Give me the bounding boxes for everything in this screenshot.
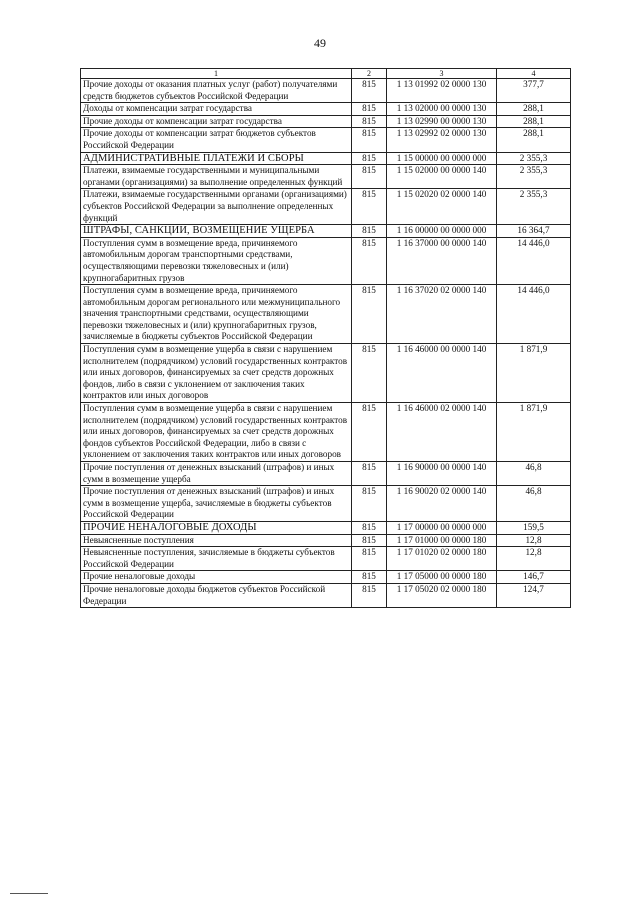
admin-code-cell: 815 <box>352 571 387 584</box>
table-row <box>81 103 571 116</box>
admin-code-cell: 815 <box>352 115 387 128</box>
budget-classification-code-cell: 1 13 02992 02 0000 130 <box>387 128 497 152</box>
amount-cell: 146,7 <box>497 571 571 584</box>
amount-cell: 288,1 <box>497 103 571 116</box>
admin-code-cell: 815 <box>352 403 387 462</box>
budget-classification-code-cell: 1 13 02000 00 0000 130 <box>387 103 497 116</box>
amount-cell: 14 446,0 <box>497 285 571 344</box>
revenue-name-cell: Поступления сумм в возмещение ущерба в связи с нарушением исполнителем (подрядчиком) условий государственных контрактов или иных договоров, финансируемых за счет средств дорожных фондов, либо в связи с уклонением от заключения таких контрактов или иных договоров <box>81 344 352 403</box>
revenue-name-cell: Доходы от компенсации затрат государства <box>81 103 352 116</box>
table-row <box>81 462 571 486</box>
amount-cell: 16 364,7 <box>497 225 571 238</box>
table-row <box>81 534 571 547</box>
budget-classification-code-cell: 1 16 46000 00 0000 140 <box>387 344 497 403</box>
column-number-2: 2 <box>352 69 387 79</box>
amount-cell: 2 355,3 <box>497 165 571 189</box>
admin-code-cell: 815 <box>352 189 387 225</box>
amount-cell: 1 871,9 <box>497 403 571 462</box>
budget-classification-code-cell: 1 13 01992 02 0000 130 <box>387 79 497 103</box>
admin-code-cell: 815 <box>352 285 387 344</box>
budget-classification-code-cell: 1 16 90020 02 0000 140 <box>387 486 497 522</box>
table-row <box>81 571 571 584</box>
revenue-name-cell: ПРОЧИЕ НЕНАЛОГОВЫЕ ДОХОДЫ <box>81 521 352 534</box>
table-row <box>81 547 571 571</box>
admin-code-cell: 815 <box>352 583 387 607</box>
admin-code-cell: 815 <box>352 128 387 152</box>
table-row <box>81 225 571 238</box>
column-number-4: 4 <box>497 69 571 79</box>
scan-edge-mark <box>10 893 48 894</box>
revenue-name-cell: Платежи, взимаемые государственными органами (организациями) субъектов Российской Федерации за выполнение определенных функций <box>81 189 352 225</box>
revenue-name-cell: Прочие неналоговые доходы бюджетов субъектов Российской Федерации <box>81 583 352 607</box>
amount-cell: 12,8 <box>497 547 571 571</box>
table-row <box>81 152 571 165</box>
amount-cell: 288,1 <box>497 115 571 128</box>
budget-classification-code-cell: 1 17 00000 00 0000 000 <box>387 521 497 534</box>
table-row <box>81 189 571 225</box>
revenue-name-cell: Поступления сумм в возмещение вреда, причиняемого автомобильным дорогам транспортными средствами, осуществляющими перевозки тяжеловесных и (или) крупногабаритных грузов <box>81 237 352 284</box>
revenue-name-cell: Прочие неналоговые доходы <box>81 571 352 584</box>
table-row <box>81 583 571 607</box>
budget-revenue-table <box>80 68 571 608</box>
amount-cell: 46,8 <box>497 486 571 522</box>
revenue-name-cell: Прочие доходы от компенсации затрат бюджетов субъектов Российской Федерации <box>81 128 352 152</box>
table-row <box>81 486 571 522</box>
amount-cell: 124,7 <box>497 583 571 607</box>
revenue-name-cell: АДМИНИСТРАТИВНЫЕ ПЛАТЕЖИ И СБОРЫ <box>81 152 352 165</box>
budget-classification-code-cell: 1 16 37000 00 0000 140 <box>387 237 497 284</box>
amount-cell: 288,1 <box>497 128 571 152</box>
budget-classification-code-cell: 1 13 02990 00 0000 130 <box>387 115 497 128</box>
budget-classification-code-cell: 1 16 00000 00 0000 000 <box>387 225 497 238</box>
table-row <box>81 128 571 152</box>
budget-classification-code-cell: 1 16 37020 02 0000 140 <box>387 285 497 344</box>
revenue-name-cell: Прочие доходы от оказания платных услуг (работ) получателями средств бюджетов субъектов Российской Федерации <box>81 79 352 103</box>
amount-cell: 12,8 <box>497 534 571 547</box>
table-row <box>81 285 571 344</box>
budget-classification-code-cell: 1 15 02000 00 0000 140 <box>387 165 497 189</box>
amount-cell: 46,8 <box>497 462 571 486</box>
amount-cell: 2 355,3 <box>497 189 571 225</box>
revenue-name-cell: Платежи, взимаемые государственными и муниципальными органами (организациями) за выполнение определенных функций <box>81 165 352 189</box>
budget-classification-code-cell: 1 17 01000 00 0000 180 <box>387 534 497 547</box>
revenue-name-cell: Поступления сумм в возмещение ущерба в связи с нарушением исполнителем (подрядчиком) условий государственных контрактов или иных договоров, финансируемых за счет средств дорожных фондов субъектов Российской Федерации, либо в связи с уклонением от заключения таких контрактов или иных договоров <box>81 403 352 462</box>
budget-classification-code-cell: 1 15 02020 02 0000 140 <box>387 189 497 225</box>
amount-cell: 14 446,0 <box>497 237 571 284</box>
column-number-3: 3 <box>387 69 497 79</box>
revenue-name-cell: Прочие поступления от денежных взысканий (штрафов) и иных сумм в возмещение ущерба <box>81 462 352 486</box>
column-number-1: 1 <box>81 69 352 79</box>
table-row <box>81 521 571 534</box>
table-row <box>81 237 571 284</box>
budget-classification-code-cell: 1 15 00000 00 0000 000 <box>387 152 497 165</box>
admin-code-cell: 815 <box>352 534 387 547</box>
table-row <box>81 115 571 128</box>
revenue-name-cell: Невыясненные поступления, зачисляемые в бюджеты субъектов Российской Федерации <box>81 547 352 571</box>
page-number: 49 <box>314 36 326 50</box>
revenue-name-cell: Невыясненные поступления <box>81 534 352 547</box>
admin-code-cell: 815 <box>352 225 387 238</box>
admin-code-cell: 815 <box>352 103 387 116</box>
admin-code-cell: 815 <box>352 486 387 522</box>
amount-cell: 159,5 <box>497 521 571 534</box>
revenue-name-cell: ШТРАФЫ, САНКЦИИ, ВОЗМЕЩЕНИЕ УЩЕРБА <box>81 225 352 238</box>
budget-classification-code-cell: 1 17 05020 02 0000 180 <box>387 583 497 607</box>
admin-code-cell: 815 <box>352 152 387 165</box>
revenue-name-cell: Поступления сумм в возмещение вреда, причиняемого автомобильным дорогам регионального или межмуниципального значения транспортными средствами, осуществляющими перевозки тяжеловесных и (или) крупногабаритных грузов, зачисляемые в бюджеты субъектов Российской Федерации <box>81 285 352 344</box>
amount-cell: 1 871,9 <box>497 344 571 403</box>
table-row <box>81 344 571 403</box>
budget-classification-code-cell: 1 16 46000 02 0000 140 <box>387 403 497 462</box>
budget-classification-code-cell: 1 17 01020 02 0000 180 <box>387 547 497 571</box>
admin-code-cell: 815 <box>352 462 387 486</box>
admin-code-cell: 815 <box>352 547 387 571</box>
admin-code-cell: 815 <box>352 344 387 403</box>
admin-code-cell: 815 <box>352 237 387 284</box>
admin-code-cell: 815 <box>352 165 387 189</box>
budget-classification-code-cell: 1 16 90000 00 0000 140 <box>387 462 497 486</box>
revenue-name-cell: Прочие доходы от компенсации затрат государства <box>81 115 352 128</box>
admin-code-cell: 815 <box>352 79 387 103</box>
revenue-name-cell: Прочие поступления от денежных взысканий (штрафов) и иных сумм в возмещение ущерба, зачисляемые в бюджеты субъектов Российской Федерации <box>81 486 352 522</box>
amount-cell: 377,7 <box>497 79 571 103</box>
table-row <box>81 165 571 189</box>
admin-code-cell: 815 <box>352 521 387 534</box>
table-row <box>81 79 571 103</box>
amount-cell: 2 355,3 <box>497 152 571 165</box>
column-number-row <box>81 69 571 79</box>
budget-classification-code-cell: 1 17 05000 00 0000 180 <box>387 571 497 584</box>
table-row <box>81 403 571 462</box>
